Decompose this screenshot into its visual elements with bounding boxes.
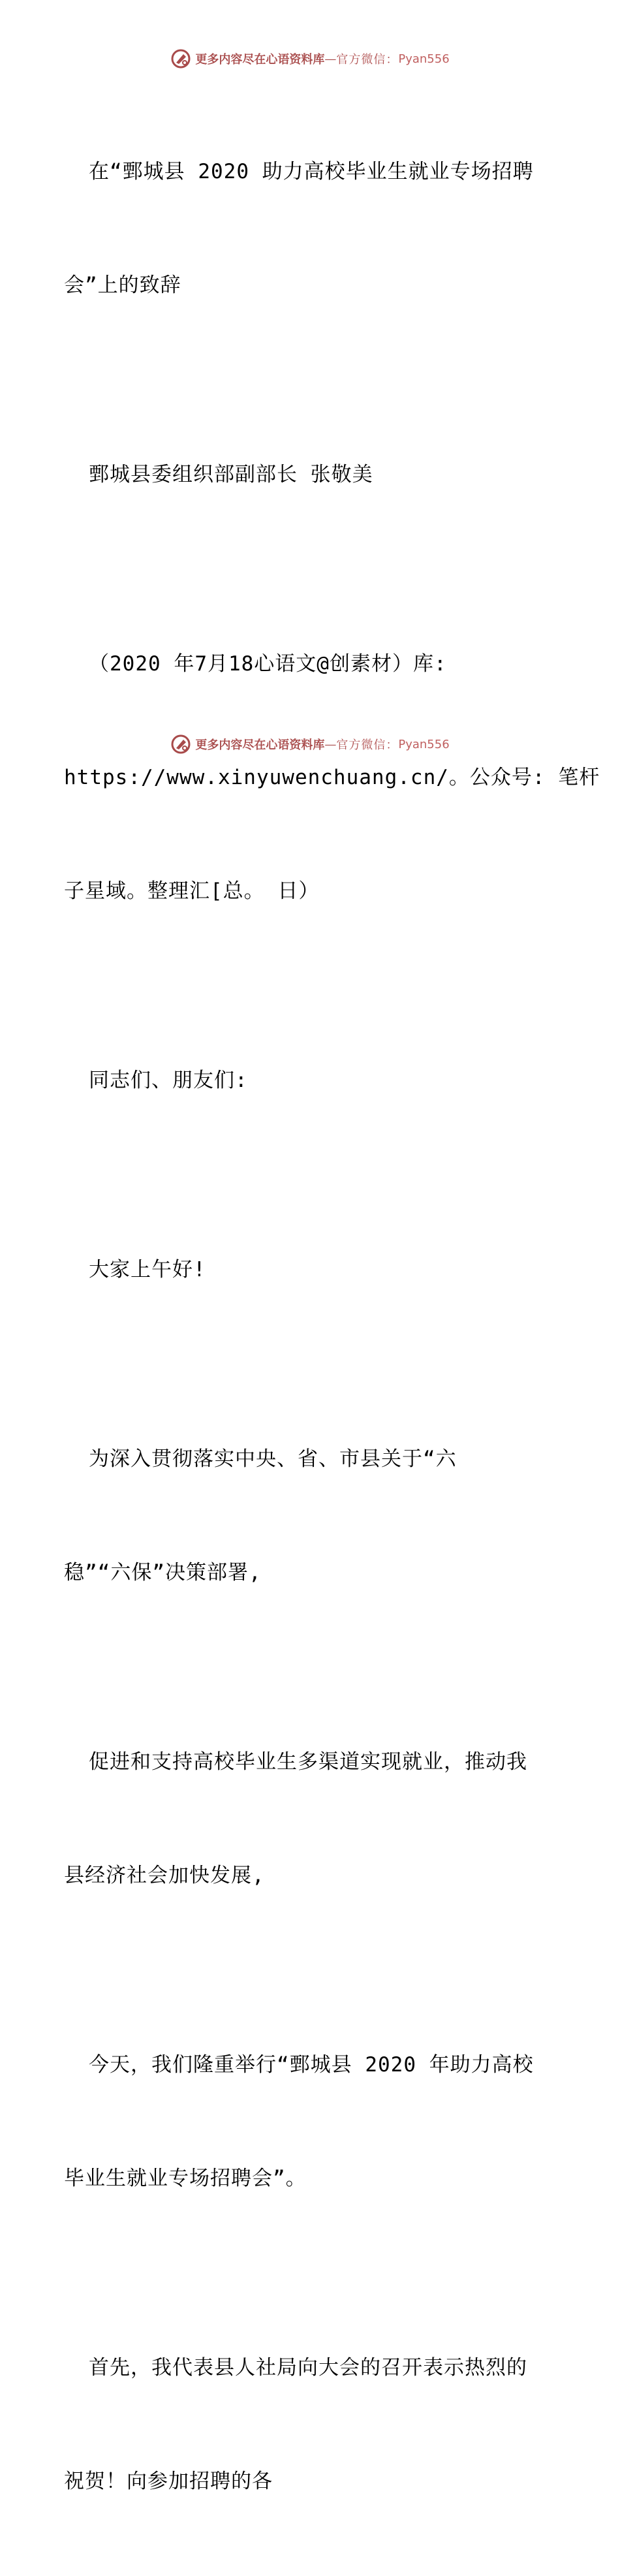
salutation: [64, 1175, 560, 1364]
date-line-end: 子星域。整理汇[总。 日）: [64, 879, 320, 903]
paragraph-3: [64, 1970, 560, 2273]
banner-wechat-label: 官方微信：: [336, 738, 399, 752]
title-line: 在“鄄城县 2020 助力高校毕业生就业专场招聘: [89, 160, 534, 183]
paragraph-line: 县经济社会加快发展,: [64, 1864, 265, 1887]
date-line: （2020 年7月18心语文@创素材）库:: [89, 652, 447, 676]
paragraph-line: 祝贺！向参加招聘的各: [64, 2470, 273, 2493]
logo-icon: [170, 48, 191, 69]
author-text: 鄄城县委组织部副部长 张敬美: [89, 463, 373, 486]
paragraph-2: [64, 1667, 560, 1970]
document-body: [64, 77, 600, 2576]
paragraph-line: 促进和支持高校毕业生多渠道实现就业，推动我: [89, 1750, 527, 1774]
banner-dash: —: [324, 737, 337, 751]
banner-wechat-account: Pyan556: [398, 52, 450, 66]
banner-main-text: 更多内容尽在心语资料库: [195, 738, 325, 752]
banner-wechat-account: Pyan556: [398, 737, 450, 751]
footer-banner: [0, 731, 620, 757]
logo-icon: [170, 734, 191, 755]
banner-main-text: 更多内容尽在心语资料库: [195, 53, 325, 67]
paragraph-1: [64, 1364, 560, 1667]
paragraph-line: 首先，我代表县人社局向大会的召开表示热烈的: [89, 2356, 527, 2380]
paragraph-line: 为深入贯彻落实中央、省、市县关于“六: [89, 1447, 457, 1471]
title-line: 会”上的致辞: [64, 274, 181, 297]
paragraph-line: 毕业生就业专场招聘会”。: [64, 2167, 307, 2190]
paragraph-line: 今天，我们隆重举行“鄄城县 2020 年助力高校: [89, 2053, 534, 2077]
source-url-line: https://www.xinyuwenchuang.cn/。公众号: 笔杆: [64, 766, 600, 789]
document-title: [64, 77, 560, 380]
paragraph-4: [64, 2273, 560, 2576]
greeting: [64, 986, 560, 1175]
banner-dash: —: [324, 52, 337, 66]
salutation-text: 大家上午好!: [89, 1258, 206, 1281]
paragraph-line: 稳”“六保”决策部署,: [64, 1561, 262, 1584]
date-source-line: [64, 569, 600, 986]
header-banner: [0, 46, 620, 72]
banner-wechat-label: 官方微信：: [336, 53, 399, 67]
author-line: [64, 380, 560, 569]
greeting-text: 同志们、朋友们:: [89, 1069, 248, 1092]
